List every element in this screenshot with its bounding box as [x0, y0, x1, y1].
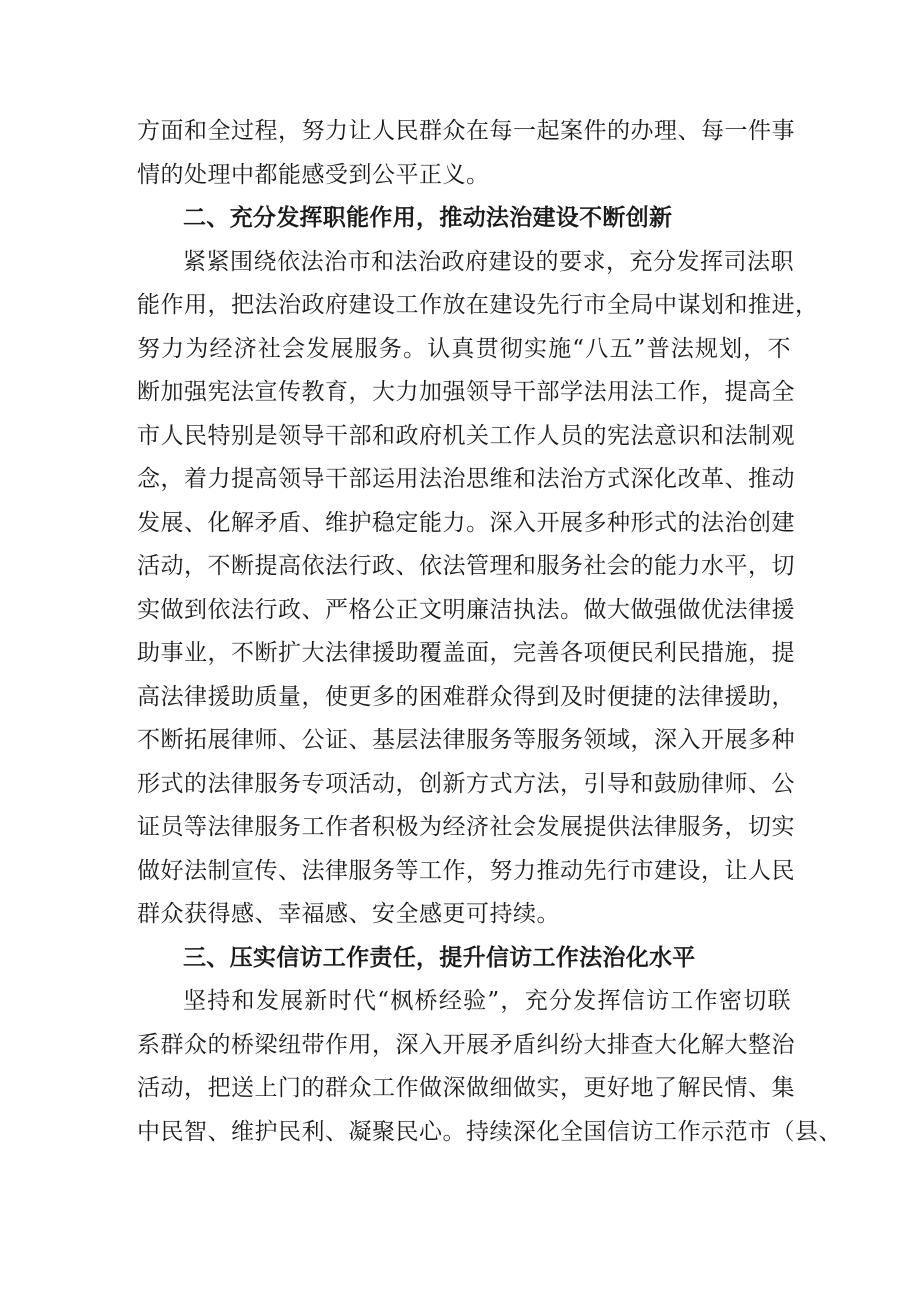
- text-line: 断加强宪法宣传教育，大力加强领导干部学法用法工作，提高全: [137, 379, 795, 405]
- text-line: 系群众的桥梁纽带作用，深入开展矛盾纠纷大排查大化解大整治: [137, 1031, 795, 1058]
- text-line: 活动，把送上门的群众工作做深做细做实，更好地了解民情、集: [137, 1075, 795, 1101]
- text-line: 努力为经济社会发展服务。认真贯彻实施“八五”普法规划，不: [137, 335, 791, 362]
- text-line: 群众获得感、幸福感、安全感更可持续。: [137, 901, 560, 927]
- text-line: 助事业，不断扩大法律援助覆盖面，完善各项便民利民措施，提: [137, 640, 795, 666]
- text-line: 能作用，把法治政府建设工作放在建设先行市全局中谋划和推进，: [137, 292, 819, 318]
- text-line: 中民智、维护民利、凝聚民心。持续深化全国信访工作示范市（县、: [137, 1118, 842, 1145]
- text-line: 证员等法律服务工作者积极为经济社会发展提供法律服务，切实: [137, 814, 795, 840]
- text-line: 念，着力提高领导干部运用法治思维和法治方式深化改革、推动: [137, 466, 795, 492]
- text-line: 情的处理中都能感受到公平正义。: [137, 161, 490, 188]
- text-line: 高法律援助质量，使更多的困难群众得到及时便捷的法律援助，: [137, 683, 795, 710]
- text-line: 活动，不断提高依法行政、依法管理和服务社会的能力水平，切: [137, 553, 795, 579]
- paragraph: [137, 241, 819, 937]
- text-line: 方面和全过程，努力让人民群众在每一起案件的办理、每一件事: [137, 118, 795, 144]
- document-page: [137, 110, 842, 1154]
- text-line: 市人民特别是领导干部和政府机关工作人员的宪法意识和法制观: [137, 422, 795, 449]
- text-line: 坚持和发展新时代“枫桥经验”，充分发挥信访工作密切联: [183, 988, 791, 1014]
- paragraph: [137, 980, 842, 1154]
- text-line: 形式的法律服务专项活动，创新方式方法，引导和鼓励律师、公: [137, 770, 795, 797]
- text-line: 发展、化解矛盾、维护稳定能力。深入开展多种形式的法治创建: [137, 509, 795, 536]
- text-line: 紧紧围绕依法治市和法治政府建设的要求，充分发挥司法职: [183, 248, 794, 275]
- text-line: 做好法制宣传、法律服务等工作，努力推动先行市建设，让人民: [137, 857, 795, 884]
- text-line: 不断拓展律师、公证、基层法律服务等服务领域，深入开展多种: [137, 727, 795, 753]
- text-line: 实做到依法行政、严格公正文明廉洁执法。做大做强做优法律援: [137, 596, 795, 623]
- section-heading: 二、充分发挥职能作用，推动法治建设不断创新: [183, 205, 673, 231]
- section-heading: 三、压实信访工作责任，提升信访工作法治化水平: [183, 944, 696, 971]
- paragraph: [137, 110, 795, 197]
